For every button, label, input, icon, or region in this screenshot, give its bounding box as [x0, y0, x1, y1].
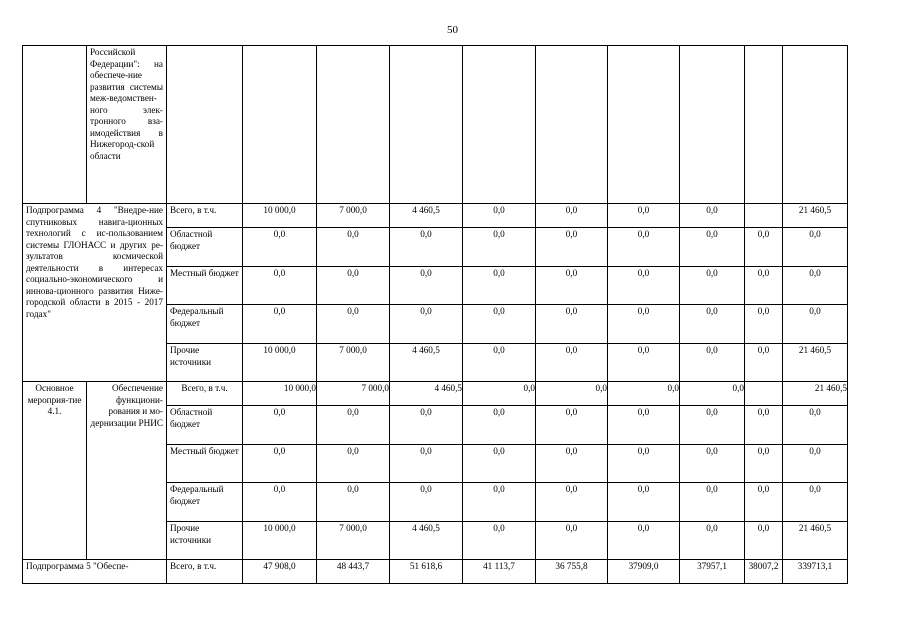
- table-row: [23, 204, 848, 228]
- value-cell: 0,0: [463, 445, 536, 483]
- value-cell: 0,0: [608, 267, 680, 305]
- value-cell: 0,0: [243, 267, 317, 305]
- value-cell: 10 000,0: [243, 382, 317, 406]
- value-cell: 4 460,5: [390, 382, 463, 406]
- value-cell: 0,0: [536, 382, 608, 406]
- funding-source: Местный бюджет: [167, 445, 243, 483]
- value-cell: 0,0: [463, 267, 536, 305]
- value-cell: 0,0: [243, 305, 317, 344]
- value-cell: 0,0: [745, 305, 783, 344]
- funding-source: Прочие источники: [167, 344, 243, 382]
- table-row: [23, 46, 848, 204]
- budget-table: [22, 45, 848, 584]
- value-cell: 0,0: [243, 406, 317, 445]
- value-cell: 0,0: [317, 228, 390, 267]
- value-cell: 0,0: [390, 267, 463, 305]
- value-cell: 0,0: [783, 228, 848, 267]
- value-cell: 21 460,5: [783, 204, 848, 228]
- table-row: [23, 560, 848, 584]
- funding-source: Всего, в т.ч.: [167, 382, 243, 406]
- value-cell: 0,0: [463, 228, 536, 267]
- value-cell: 0,0: [680, 522, 745, 560]
- value-cell: 21 460,5: [783, 382, 848, 406]
- empty-cell: [463, 46, 536, 204]
- value-cell: 10 000,0: [243, 522, 317, 560]
- value-cell: 0,0: [745, 483, 783, 522]
- value-cell: 51 618,6: [390, 560, 463, 584]
- value-cell: 0,0: [536, 445, 608, 483]
- value-cell: 0,0: [317, 406, 390, 445]
- value-cell: 7 000,0: [317, 382, 390, 406]
- value-cell: 0,0: [608, 344, 680, 382]
- empty-cell: [608, 46, 680, 204]
- value-cell: 0,0: [390, 406, 463, 445]
- funding-source: Федеральный бюджет: [167, 305, 243, 344]
- value-cell: 0,0: [536, 344, 608, 382]
- value-cell: 0,0: [680, 406, 745, 445]
- value-cell: 10 000,0: [243, 204, 317, 228]
- funding-source: Всего, в т.ч.: [167, 560, 243, 584]
- empty-cell: [783, 46, 848, 204]
- value-cell: 0,0: [608, 522, 680, 560]
- value-cell: 0,0: [463, 522, 536, 560]
- value-cell: 7 000,0: [317, 204, 390, 228]
- value-cell: 0,0: [317, 305, 390, 344]
- value-cell: 0,0: [536, 204, 608, 228]
- value-cell: 0,0: [536, 522, 608, 560]
- value-cell: 0,0: [390, 445, 463, 483]
- table-body: [23, 46, 848, 584]
- value-cell: 0,0: [608, 228, 680, 267]
- value-cell: 21 460,5: [783, 344, 848, 382]
- funding-source: Прочие источники: [167, 522, 243, 560]
- value-cell: 0,0: [745, 267, 783, 305]
- value-cell: 4 460,5: [390, 522, 463, 560]
- measure-label: Основное мероприя-тие 4.1.: [23, 382, 87, 560]
- subprogram-name: Подпрограмма 5 "Обеспе-: [23, 560, 167, 584]
- value-cell: 0,0: [745, 344, 783, 382]
- empty-cell: [317, 46, 390, 204]
- value-cell: 0,0: [463, 406, 536, 445]
- value-cell: 48 443,7: [317, 560, 390, 584]
- funding-source: Всего, в т.ч.: [167, 204, 243, 228]
- value-cell: 4 460,5: [390, 344, 463, 382]
- value-cell: 0,0: [680, 483, 745, 522]
- value-cell: 0,0: [317, 267, 390, 305]
- value-cell: 0,0: [536, 228, 608, 267]
- value-cell: 0,0: [783, 305, 848, 344]
- value-cell: 0,0: [608, 382, 680, 406]
- empty-cell: [536, 46, 608, 204]
- page-number: 50: [447, 24, 458, 36]
- value-cell: 0,0: [783, 483, 848, 522]
- value-cell: 0,0: [390, 305, 463, 344]
- empty-cell: [680, 46, 745, 204]
- value-cell: 0,0: [680, 305, 745, 344]
- value-cell: 0,0: [680, 204, 745, 228]
- value-cell: 0,0: [745, 522, 783, 560]
- value-cell: 7 000,0: [317, 522, 390, 560]
- subprogram-name: Подпрограмма 4 "Внедре-ние спутниковых навига-ционных технологий с ис-пользованием системы ГЛОНАСС и других ре-зультатов космической деятельности в интересах социально-экономического и иннова-ционного развития Ниже-городской области в 2015 - 2017 годах": [23, 204, 167, 382]
- value-cell: 37909,0: [608, 560, 680, 584]
- value-cell: 0,0: [783, 406, 848, 445]
- empty-cell: [243, 46, 317, 204]
- value-cell: 10 000,0: [243, 344, 317, 382]
- value-cell: 0,0: [243, 228, 317, 267]
- funding-source: Местный бюджет: [167, 267, 243, 305]
- value-cell: 0,0: [745, 445, 783, 483]
- value-cell: [745, 204, 783, 228]
- value-cell: 0,0: [680, 382, 745, 406]
- value-cell: 0,0: [536, 483, 608, 522]
- value-cell: 0,0: [463, 204, 536, 228]
- funding-source: Федеральный бюджет: [167, 483, 243, 522]
- value-cell: 0,0: [536, 267, 608, 305]
- value-cell: 0,0: [783, 267, 848, 305]
- value-cell: 0,0: [608, 305, 680, 344]
- empty-cell: [23, 46, 87, 204]
- value-cell: 41 113,7: [463, 560, 536, 584]
- value-cell: 0,0: [608, 204, 680, 228]
- value-cell: 0,0: [317, 445, 390, 483]
- measure-description: Российской Федерации": на обеспече-ние развития системы меж-ведомствен-ного элек-тронного вза-имодействия в Нижегород-ской области: [87, 46, 167, 204]
- value-cell: 0,0: [243, 483, 317, 522]
- value-cell: 0,0: [243, 445, 317, 483]
- value-cell: 0,0: [680, 344, 745, 382]
- value-cell: 37957,1: [680, 560, 745, 584]
- value-cell: 0,0: [745, 228, 783, 267]
- value-cell: 0,0: [680, 267, 745, 305]
- value-cell: 0,0: [680, 228, 745, 267]
- value-cell: 339713,1: [783, 560, 848, 584]
- measure-name: Обеспечение функциони-рования и мо-дернизации РНИС: [87, 382, 167, 560]
- value-cell: 0,0: [463, 344, 536, 382]
- value-cell: 0,0: [390, 228, 463, 267]
- value-cell: 0,0: [680, 445, 745, 483]
- value-cell: [745, 382, 783, 406]
- value-cell: 38007,2: [745, 560, 783, 584]
- value-cell: 0,0: [608, 406, 680, 445]
- value-cell: 0,0: [608, 445, 680, 483]
- value-cell: 36 755,8: [536, 560, 608, 584]
- empty-cell: [167, 46, 243, 204]
- value-cell: 0,0: [745, 406, 783, 445]
- value-cell: 7 000,0: [317, 344, 390, 382]
- value-cell: 0,0: [536, 305, 608, 344]
- funding-source: Областной бюджет: [167, 406, 243, 445]
- empty-cell: [745, 46, 783, 204]
- value-cell: 0,0: [390, 483, 463, 522]
- value-cell: 0,0: [463, 382, 536, 406]
- value-cell: 21 460,5: [783, 522, 848, 560]
- value-cell: 0,0: [783, 445, 848, 483]
- value-cell: 0,0: [608, 483, 680, 522]
- funding-source: Областной бюджет: [167, 228, 243, 267]
- value-cell: 47 908,0: [243, 560, 317, 584]
- value-cell: 0,0: [463, 483, 536, 522]
- value-cell: 4 460,5: [390, 204, 463, 228]
- value-cell: 0,0: [536, 406, 608, 445]
- value-cell: 0,0: [317, 483, 390, 522]
- empty-cell: [390, 46, 463, 204]
- table-row: [23, 382, 848, 406]
- value-cell: 0,0: [463, 305, 536, 344]
